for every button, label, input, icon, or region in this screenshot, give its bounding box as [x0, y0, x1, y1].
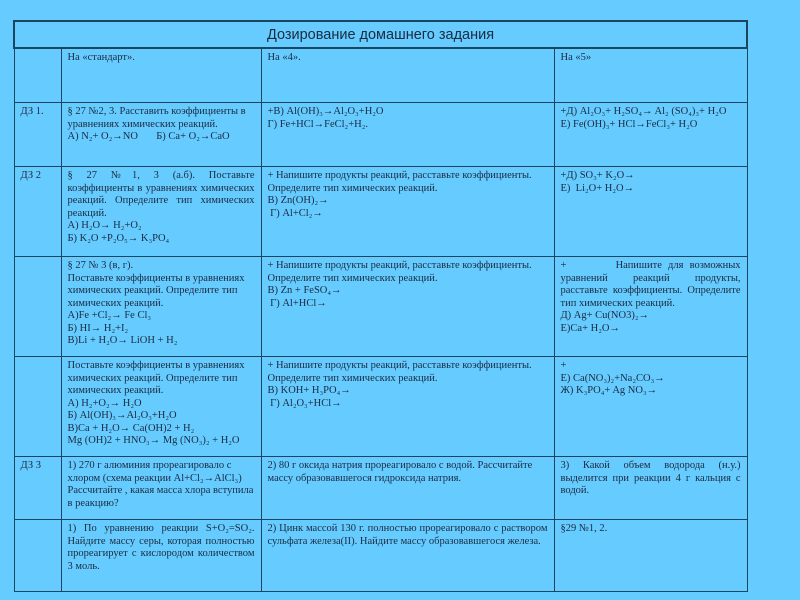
table-row [14, 103, 747, 167]
cell-level-5 [554, 257, 747, 357]
cell-level-4 [261, 457, 554, 520]
task-text: 2) Цинк массой 130 г. полностью прореагировало с раствором сульфата железа(II). Найдите массу образовавшегося железа. [267, 523, 548, 547]
task-text: + Напишите для возможных уравнений реакций продукты, расставьте коэффициенты. Определите тип химических реакций. [560, 260, 744, 309]
equation: А) N₂+ O₂→NO [67, 131, 138, 142]
task-text: § 27 №2, 3. Расставить коэффициенты в уравнениях химических реакций. [67, 106, 246, 130]
equation: Е) Fe(OH)₃+ HCl→FeCl₃+ H₂O [560, 118, 698, 130]
cell-level-4 [261, 167, 554, 257]
equation: Б) Al(OH)₃→Al₂O₃+H₂O [67, 410, 177, 421]
title-row [14, 21, 747, 48]
task-text: + Напишите продукты реакций, расставьте коэффициенты. Определите тип химических реакций. [267, 170, 532, 194]
equation: Г) Al₂O₃+HCl→ [267, 397, 342, 409]
cell-level-5 [554, 167, 747, 257]
equation: Г) Al+Cl₂→ [267, 207, 323, 219]
table-row [14, 357, 747, 457]
table-row [14, 257, 747, 357]
equation: Б) K₂O +P₂O₅→ K₃PO₄ [67, 232, 170, 244]
equation: Г) Fe+HCl→FeCl₂+H₂. [267, 118, 368, 130]
header-row [14, 48, 747, 103]
equation: В)Ca + H₂O→ Ca(OH)2 + H₂ [67, 422, 195, 434]
equation: Е)Ca+ H₂O→ [560, 322, 620, 334]
equation: +В) Al(OH)₃→Al₂O₃+H₂O [267, 106, 384, 117]
equation: Б) Ca+ O₂→CaO [156, 131, 230, 142]
equation: Ж) K₃PO₄+ Ag NO₃→ [560, 385, 658, 396]
task-text: 1) 270 г алюминия прореагировало с хлором (схема реакции Al+Cl₂→AlCl₃) Рассчитайте , какая масса хлора вступила в реакцию? [67, 460, 254, 509]
row-label [14, 520, 61, 592]
task-text: Поставьте коэффициенты в уравнениях химических реакций. Определите тип химических реакций. [67, 272, 245, 309]
equation: Г) Al+HCl→ [267, 297, 327, 309]
equation: Mg (OH)2 + HNO₃→ Mg (NO₃)₂ + H₂O [67, 435, 240, 446]
equation: А)Fe +Cl₂→ Fe Cl₃ [67, 310, 152, 321]
cell-level-5 [554, 357, 747, 457]
task-reference: § 27 № 3 (в, г). [67, 260, 134, 271]
cell-level-5 [554, 520, 747, 592]
task-text: 1) По уравнению реакции S+O₂=SO₂. Найдите массу серы, которая полностью прореагирует с кислородом количеством 3 моль. [67, 523, 255, 572]
cell-standard [61, 457, 261, 520]
task-text: + Напишите продукты реакций, расставьте коэффициенты. Определите тип химических реакций. [267, 260, 532, 284]
equation: В) Zn + FeSO₄→ [267, 285, 342, 296]
header-label-cell [14, 48, 61, 103]
header-standard: На «стандарт». [61, 48, 261, 103]
task-text: 3) Какой объем водорода (н.у.) выделится при реакции 4 г кальция с водой. [560, 460, 741, 496]
equations-line [68, 131, 255, 144]
row-label: ДЗ 3 [14, 457, 61, 520]
header-level-5: На «5» [554, 48, 747, 103]
equation: +Д) SO₃+ K₂O→ [560, 170, 635, 181]
cell-standard [61, 520, 261, 592]
cell-level-5 [554, 457, 747, 520]
task-text: §29 №1, 2. [560, 523, 608, 534]
table-title: Дозирование домашнего задания [14, 21, 747, 48]
equation: А) H₂O→ H₂+O₂ [67, 220, 142, 231]
cell-standard [61, 103, 261, 167]
task-text: § 27 №1, 3 (а.б). Поставьте коэффициенты в уравнениях химических реакций. Определите тип химических реакций. [67, 170, 255, 219]
equation: +Д) Al₂O₃+ H₂SO₄→ Al₂ (SO₄)₃+ H₂O [560, 106, 727, 117]
equation: В) KOH+ H₃PO₄→ [267, 385, 351, 396]
task-text: 2) 80 г оксида натрия прореагировало с водой. Рассчитайте массу образовавшегося гидроксида натрия. [267, 460, 533, 484]
table-row [14, 167, 747, 257]
equation: Е) Ca(NO₃)₂+Na₂CO₃→ [560, 372, 665, 384]
row-label: ДЗ 2 [14, 167, 61, 257]
homework-table [13, 20, 748, 592]
cell-standard [61, 257, 261, 357]
equation: Д) Ag+ Cu(NO3)₂→ [560, 310, 649, 321]
plus-marker: + [560, 360, 567, 371]
cell-level-5 [554, 103, 747, 167]
cell-standard [61, 357, 261, 457]
equation: В) Zn(OH)₂→ [267, 195, 329, 206]
equation: Е) Li₂O+ H₂O→ [560, 182, 635, 194]
cell-level-4 [261, 257, 554, 357]
row-label [14, 257, 61, 357]
equation: Б) HI→ H₂+I₂ [67, 322, 129, 334]
task-text: + Напишите продукты реакций, расставьте коэффициенты. Определите тип химических реакций. [267, 360, 532, 384]
row-label: ДЗ 1. [14, 103, 61, 167]
cell-level-4 [261, 520, 554, 592]
table-row [14, 457, 747, 520]
table-row [14, 520, 747, 592]
equation: А) H₂+O₂→ H₂O [67, 397, 142, 409]
cell-standard [61, 167, 261, 257]
header-level-4: На «4». [261, 48, 554, 103]
cell-level-4 [261, 357, 554, 457]
task-text: Поставьте коэффициенты в уравнениях химических реакций. Определите тип химических реакций. [67, 360, 245, 396]
cell-level-4 [261, 103, 554, 167]
equation: В)Li + H₂O→ LiOH + H₂ [67, 335, 178, 346]
row-label [14, 357, 61, 457]
